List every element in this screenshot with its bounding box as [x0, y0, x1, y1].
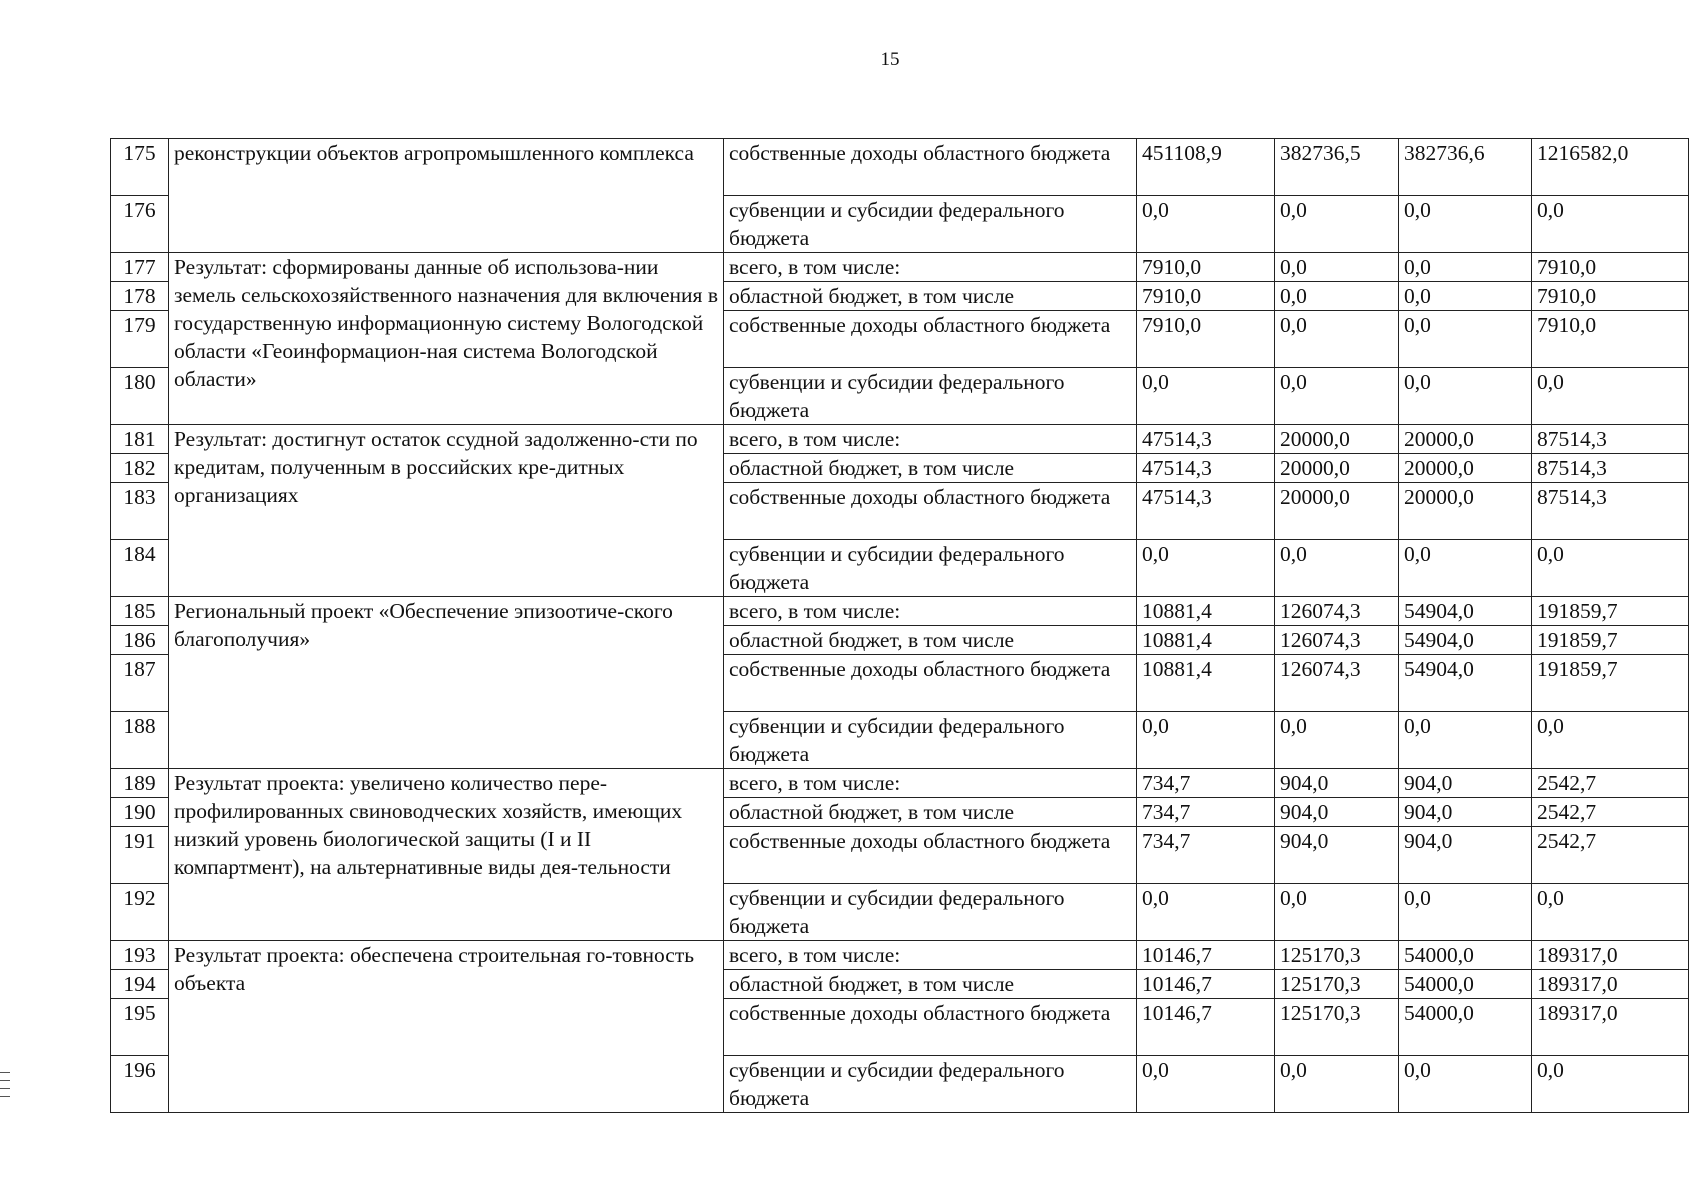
row-number: 184 — [111, 540, 169, 597]
funding-source: областной бюджет, в том числе — [724, 626, 1137, 655]
amount-cell: 2542,7 — [1532, 827, 1689, 884]
funding-source: всего, в том числе: — [724, 597, 1137, 626]
table-row — [111, 425, 1689, 454]
amount-cell: 10146,7 — [1137, 999, 1275, 1056]
row-number: 191 — [111, 827, 169, 884]
amount-cell: 0,0 — [1399, 540, 1532, 597]
row-number: 190 — [111, 798, 169, 827]
row-number: 189 — [111, 769, 169, 798]
amount-cell: 904,0 — [1399, 769, 1532, 798]
amount-cell: 0,0 — [1532, 368, 1689, 425]
funding-source: всего, в том числе: — [724, 769, 1137, 798]
amount-cell: 734,7 — [1137, 827, 1275, 884]
table-row — [111, 139, 1689, 196]
amount-cell: 0,0 — [1399, 368, 1532, 425]
amount-cell: 451108,9 — [1137, 139, 1275, 196]
amount-cell: 189317,0 — [1532, 941, 1689, 970]
amount-cell: 20000,0 — [1275, 425, 1399, 454]
row-number: 187 — [111, 655, 169, 712]
amount-cell: 54904,0 — [1399, 597, 1532, 626]
amount-cell: 7910,0 — [1532, 311, 1689, 368]
amount-cell: 904,0 — [1399, 827, 1532, 884]
amount-cell: 0,0 — [1532, 540, 1689, 597]
table-row — [111, 597, 1689, 626]
amount-cell: 126074,3 — [1275, 655, 1399, 712]
amount-cell: 126074,3 — [1275, 626, 1399, 655]
funding-source: субвенции и субсидии федерального бюджета — [724, 712, 1137, 769]
amount-cell: 0,0 — [1137, 196, 1275, 253]
amount-cell: 0,0 — [1275, 884, 1399, 941]
funding-source: всего, в том числе: — [724, 253, 1137, 282]
funding-source: областной бюджет, в том числе — [724, 798, 1137, 827]
amount-cell: 7910,0 — [1137, 311, 1275, 368]
amount-cell: 10146,7 — [1137, 970, 1275, 999]
row-number: 175 — [111, 139, 169, 196]
amount-cell: 10881,4 — [1137, 655, 1275, 712]
table-row — [111, 941, 1689, 970]
funding-source: субвенции и субсидии федерального бюджета — [724, 196, 1137, 253]
amount-cell: 20000,0 — [1399, 425, 1532, 454]
funding-source: собственные доходы областного бюджета — [724, 139, 1137, 196]
row-number: 176 — [111, 196, 169, 253]
funding-source: областной бюджет, в том числе — [724, 454, 1137, 483]
amount-cell: 382736,6 — [1399, 139, 1532, 196]
result-description: реконструкции объектов агропромышленного комплекса — [169, 139, 724, 253]
amount-cell: 191859,7 — [1532, 597, 1689, 626]
table-row — [111, 769, 1689, 798]
amount-cell: 87514,3 — [1532, 425, 1689, 454]
amount-cell: 0,0 — [1399, 884, 1532, 941]
row-number: 188 — [111, 712, 169, 769]
row-number: 185 — [111, 597, 169, 626]
amount-cell: 54000,0 — [1399, 970, 1532, 999]
funding-source: всего, в том числе: — [724, 941, 1137, 970]
amount-cell: 10146,7 — [1137, 941, 1275, 970]
amount-cell: 2542,7 — [1532, 769, 1689, 798]
row-number: 193 — [111, 941, 169, 970]
row-number: 181 — [111, 425, 169, 454]
row-number: 194 — [111, 970, 169, 999]
amount-cell: 0,0 — [1532, 712, 1689, 769]
amount-cell: 191859,7 — [1532, 626, 1689, 655]
amount-cell: 47514,3 — [1137, 483, 1275, 540]
result-description: Результат проекта: обеспечена строительная го-товность объекта — [169, 941, 724, 1113]
row-number: 180 — [111, 368, 169, 425]
page-number: 15 — [880, 49, 900, 70]
amount-cell: 20000,0 — [1275, 483, 1399, 540]
amount-cell: 0,0 — [1137, 712, 1275, 769]
amount-cell: 125170,3 — [1275, 999, 1399, 1056]
amount-cell: 0,0 — [1399, 1056, 1532, 1113]
funding-source: всего, в том числе: — [724, 425, 1137, 454]
row-number: 195 — [111, 999, 169, 1056]
amount-cell: 0,0 — [1137, 540, 1275, 597]
amount-cell: 1216582,0 — [1532, 139, 1689, 196]
amount-cell: 7910,0 — [1137, 253, 1275, 282]
result-description: Результат: достигнут остаток ссудной задолженно-сти по кредитам, полученным в российских кре-дитных организациях — [169, 425, 724, 597]
row-number: 186 — [111, 626, 169, 655]
amount-cell: 0,0 — [1399, 282, 1532, 311]
amount-cell: 126074,3 — [1275, 597, 1399, 626]
amount-cell: 0,0 — [1275, 368, 1399, 425]
amount-cell: 191859,7 — [1532, 655, 1689, 712]
result-description: Результат проекта: увеличено количество пере-профилированных свиноводческих хозяйств, имеющих низкий уровень биологической защиты (I и II компартмент), на альтернативные виды дея-тельности — [169, 769, 724, 941]
amount-cell: 904,0 — [1399, 798, 1532, 827]
amount-cell: 0,0 — [1399, 253, 1532, 282]
amount-cell: 904,0 — [1275, 798, 1399, 827]
amount-cell: 0,0 — [1137, 368, 1275, 425]
amount-cell: 87514,3 — [1532, 483, 1689, 540]
amount-cell: 20000,0 — [1399, 454, 1532, 483]
amount-cell: 0,0 — [1275, 712, 1399, 769]
amount-cell: 47514,3 — [1137, 454, 1275, 483]
row-number: 182 — [111, 454, 169, 483]
amount-cell: 20000,0 — [1275, 454, 1399, 483]
funding-source: собственные доходы областного бюджета — [724, 483, 1137, 540]
amount-cell: 189317,0 — [1532, 999, 1689, 1056]
amount-cell: 734,7 — [1137, 798, 1275, 827]
amount-cell: 0,0 — [1275, 1056, 1399, 1113]
row-number: 179 — [111, 311, 169, 368]
funding-source: субвенции и субсидии федерального бюджета — [724, 368, 1137, 425]
amount-cell: 0,0 — [1399, 712, 1532, 769]
amount-cell: 87514,3 — [1532, 454, 1689, 483]
amount-cell: 0,0 — [1275, 282, 1399, 311]
amount-cell: 734,7 — [1137, 769, 1275, 798]
amount-cell: 7910,0 — [1532, 282, 1689, 311]
row-number: 196 — [111, 1056, 169, 1113]
amount-cell: 0,0 — [1275, 253, 1399, 282]
amount-cell: 0,0 — [1275, 196, 1399, 253]
amount-cell: 904,0 — [1275, 769, 1399, 798]
amount-cell: 20000,0 — [1399, 483, 1532, 540]
funding-source: областной бюджет, в том числе — [724, 970, 1137, 999]
amount-cell: 2542,7 — [1532, 798, 1689, 827]
amount-cell: 47514,3 — [1137, 425, 1275, 454]
funding-source: областной бюджет, в том числе — [724, 282, 1137, 311]
amount-cell: 0,0 — [1532, 1056, 1689, 1113]
amount-cell: 0,0 — [1399, 196, 1532, 253]
amount-cell: 382736,5 — [1275, 139, 1399, 196]
amount-cell: 10881,4 — [1137, 597, 1275, 626]
amount-cell: 54904,0 — [1399, 626, 1532, 655]
amount-cell: 0,0 — [1532, 196, 1689, 253]
funding-source: субвенции и субсидии федерального бюджета — [724, 1056, 1137, 1113]
amount-cell: 10881,4 — [1137, 626, 1275, 655]
amount-cell: 0,0 — [1399, 311, 1532, 368]
funding-source: собственные доходы областного бюджета — [724, 827, 1137, 884]
budget-table — [110, 138, 1689, 1113]
funding-source: собственные доходы областного бюджета — [724, 655, 1137, 712]
amount-cell: 0,0 — [1137, 1056, 1275, 1113]
amount-cell: 125170,3 — [1275, 970, 1399, 999]
amount-cell: 54904,0 — [1399, 655, 1532, 712]
amount-cell: 904,0 — [1275, 827, 1399, 884]
result-description: Региональный проект «Обеспечение эпизоотиче-ского благополучия» — [169, 597, 724, 769]
funding-source: собственные доходы областного бюджета — [724, 999, 1137, 1056]
amount-cell: 7910,0 — [1137, 282, 1275, 311]
amount-cell: 54000,0 — [1399, 999, 1532, 1056]
amount-cell: 189317,0 — [1532, 970, 1689, 999]
amount-cell: 0,0 — [1137, 884, 1275, 941]
amount-cell: 125170,3 — [1275, 941, 1399, 970]
amount-cell: 0,0 — [1532, 884, 1689, 941]
row-number: 178 — [111, 282, 169, 311]
result-description: Результат: сформированы данные об использова-нии земель сельскохозяйственного назначения для включения в государственную информационную систему Вологодской области «Геоинформацион-ная система Вологодской области» — [169, 253, 724, 425]
funding-source: субвенции и субсидии федерального бюджета — [724, 884, 1137, 941]
amount-cell: 54000,0 — [1399, 941, 1532, 970]
row-number: 192 — [111, 884, 169, 941]
row-number: 177 — [111, 253, 169, 282]
amount-cell: 0,0 — [1275, 540, 1399, 597]
amount-cell: 7910,0 — [1532, 253, 1689, 282]
row-number: 183 — [111, 483, 169, 540]
funding-source: собственные доходы областного бюджета — [724, 311, 1137, 368]
amount-cell: 0,0 — [1275, 311, 1399, 368]
funding-source: субвенции и субсидии федерального бюджета — [724, 540, 1137, 597]
table-row — [111, 253, 1689, 282]
